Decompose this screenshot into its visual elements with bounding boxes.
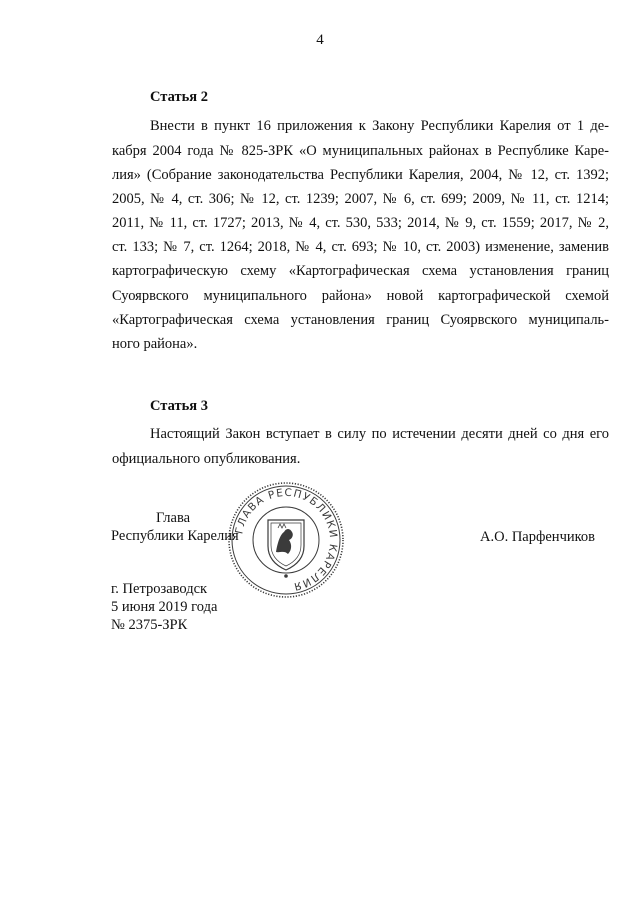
official-seal bbox=[226, 480, 346, 600]
place-of-signing: г. Петрозаводск bbox=[111, 581, 208, 597]
paragraph-line: Внести в пункт 16 приложения к Закону Республики Карелия от 1 де- bbox=[150, 118, 609, 134]
svg-text:ГЛАВА РЕСПУБЛИКИ КАРЕЛИЯ: ГЛАВА РЕСПУБЛИКИ КАРЕЛИЯ bbox=[233, 486, 340, 593]
signature-title: Республики Карелия bbox=[111, 528, 239, 544]
signatory-name: А.О. Парфенчиков bbox=[480, 529, 596, 545]
paragraph-line: ного района». bbox=[112, 336, 198, 352]
law-number: № 2375-ЗРК bbox=[111, 617, 188, 633]
article-3-heading: Статья 3 bbox=[150, 398, 208, 414]
paragraph-line: 2011, № 11, ст. 1727; 2013, № 4, ст. 530, 533; 2014, № 9, ст. 1559; 2017, № 2, bbox=[112, 215, 609, 231]
paragraph-line: ст. 133; № 7, ст. 1264; 2018, № 4, ст. 693; № 10, ст. 2003) изменение, заменив bbox=[112, 239, 609, 255]
article-2-heading: Статья 2 bbox=[150, 89, 208, 105]
paragraph-line: 2005, № 4, ст. 306; № 12, ст. 1239; 2007, № 6, ст. 699; 2009, № 11, ст. 1214; bbox=[112, 191, 609, 207]
paragraph-line: Суоярвского муниципального района» новой картографической схемой bbox=[112, 288, 609, 304]
paragraph-line: картографическую схему «Картографическая схема установления границ bbox=[112, 263, 609, 279]
paragraph-line: Настоящий Закон вступает в силу по истечении десяти дней со дня его bbox=[150, 426, 609, 442]
signature-title: Глава bbox=[156, 510, 191, 526]
date-of-signing: 5 июня 2019 года bbox=[111, 599, 218, 615]
paragraph-line: кабря 2004 года № 825-ЗРК «О муниципальных районах в Республике Каре- bbox=[112, 143, 609, 159]
paragraph-line: лия» (Собрание законодательства Республики Карелия, 2004, № 12, ст. 1392; bbox=[112, 167, 609, 183]
paragraph-line: «Картографическая схема установления границ Суоярвского муниципаль- bbox=[112, 312, 609, 328]
paragraph-line: официального опубликования. bbox=[112, 451, 301, 467]
page-number: 4 bbox=[316, 32, 324, 48]
